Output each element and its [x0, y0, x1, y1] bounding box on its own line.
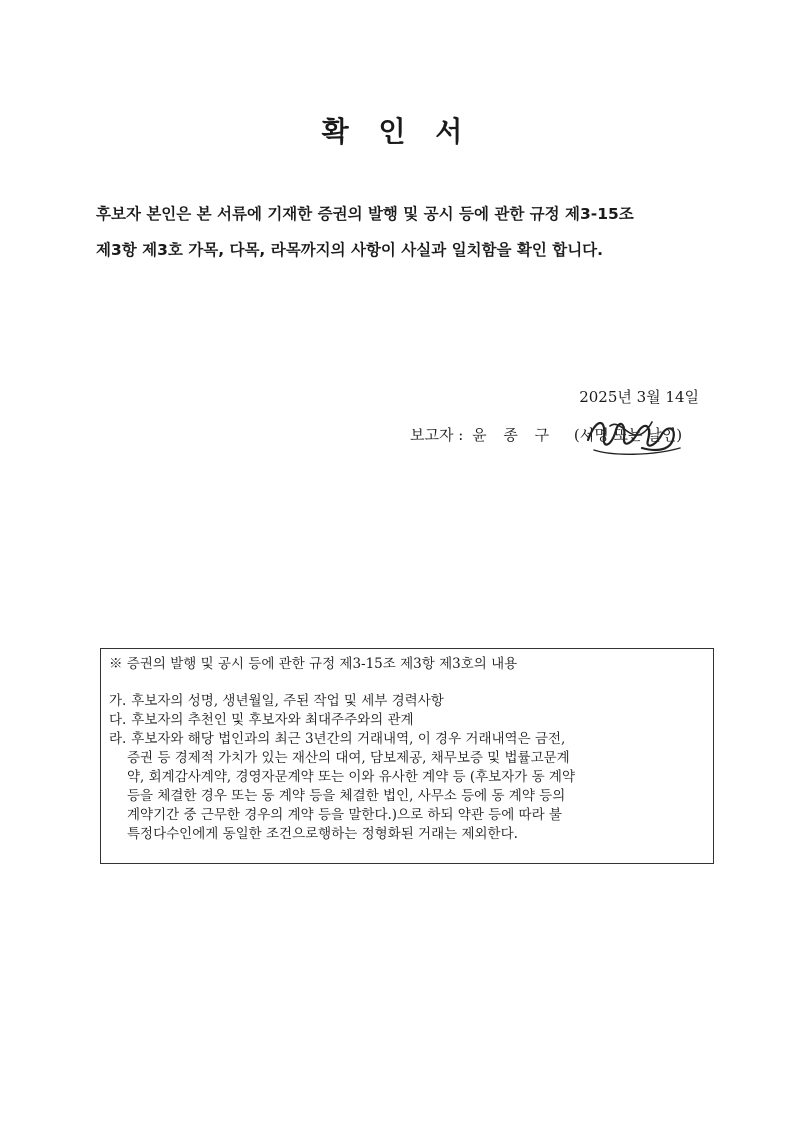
- note-continuation-line: 등을 체결한 경우 또는 동 계약 등을 체결한 법인, 사무소 등에 동 계약 등의: [127, 788, 566, 804]
- note-item-da: [109, 711, 703, 730]
- regulation-note-box: [100, 648, 714, 864]
- note-marker: 라.: [109, 731, 127, 747]
- note-continuation-line: 계약기간 중 근무한 경우의 계약 등을 말한다.)으로 하되 약관 등에 따라 불: [127, 807, 562, 823]
- note-heading: ※ 증권의 발행 및 공시 등에 관한 규정 제3-15조 제3항 제3호의 내용: [109, 656, 518, 672]
- body-line-2: 제3항 제3호 가목, 다목, 라목까지의 사항이 사실과 일치함을 확인 합니다.: [96, 241, 604, 259]
- note-marker: 다.: [109, 712, 127, 728]
- note-continuation-line: 증권 등 경제적 가치가 있는 재산의 대여, 담보제공, 채무보증 및 법률고문계: [127, 750, 570, 766]
- seal-note: (서명 또는 날인): [573, 426, 683, 444]
- note-continuation-line: 약, 회계감사계약, 경영자문계약 또는 이와 유사한 계약 등 (후보자가 동 계약: [127, 769, 575, 785]
- note-marker: 가.: [109, 693, 127, 709]
- reporter-label: 보고자 :: [410, 426, 464, 444]
- note-continuation-line: 특정다수인에게 동일한 조건으로행하는 정형화된 거래는 제외한다.: [127, 826, 518, 842]
- document-date: 2025년 3월 14일: [579, 388, 699, 406]
- note-text: 후보자의 추천인 및 후보자와 최대주주와의 관계: [131, 712, 414, 728]
- note-text: 후보자의 성명, 생년월일, 주된 작업 및 세부 경력사항: [131, 693, 444, 709]
- document-title: 확 인 서: [321, 115, 473, 148]
- note-item-ga: [109, 692, 703, 711]
- signature-scribble-icon: [582, 410, 692, 460]
- reporter-name: 윤 종 구: [472, 426, 556, 444]
- note-text: 후보자와 해당 법인과의 최근 3년간의 거래내역, 이 경우 거래내역은 금전,: [131, 731, 566, 747]
- note-item-ra: [109, 730, 703, 749]
- body-line-1: 후보자 본인은 본 서류에 기재한 증권의 발행 및 공시 등에 관한 규정 제3-15조: [96, 205, 634, 223]
